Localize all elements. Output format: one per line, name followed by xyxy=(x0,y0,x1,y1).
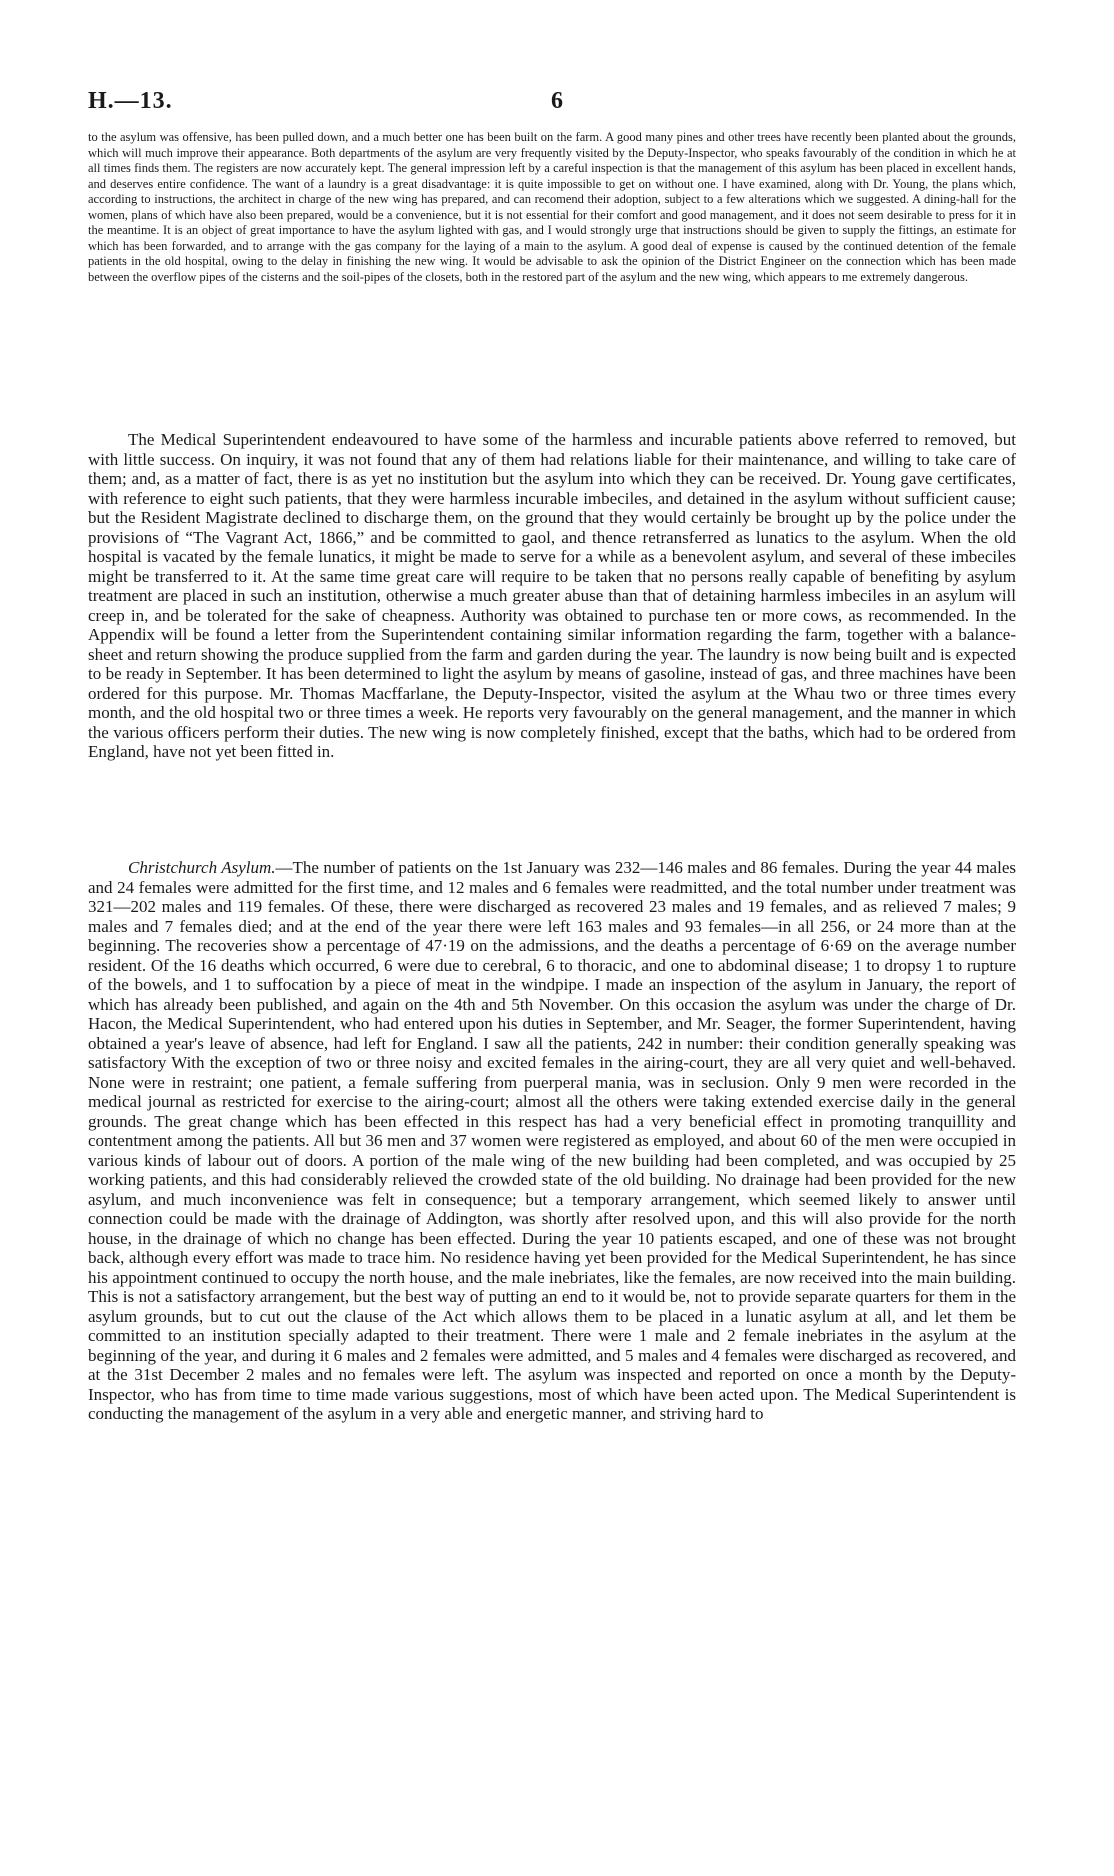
section-title-christchurch-asylum: Christchurch Asylum. xyxy=(128,858,276,877)
page-header xyxy=(88,88,1026,118)
body-paragraph-superintendent: The Medical Superintendent endeavoured to have some of the harmless and incurable patients above referred to removed, but with little success. On inquiry, it was not found that any of them had relations liable for their maintenance, and willing to take care of them; and, as a matter of fact, there is as yet no institution but the asylum into which they can be received. Dr. Young gave certificates, with reference to eight such patients, that they were harmless incurable imbeciles, and detained in the asylum without sufficient cause; but the Resident Magistrate declined to discharge them, on the ground that they would certainly be brought up by the police under the provisions of “The Vagrant Act, 1866,” and be committed to gaol, and thence retransferred as lunatics to the asylum. When the old hospital is vacated by the female lunatics, it might be made to serve for a while as a benevolent asylum, and several of these imbeciles might be transferred to it. At the same time great care will require to be taken that no persons really capable of benefiting by asylum treatment are placed in such an institution, otherwise a much greater abuse than that of detaining harmless imbeciles in an asylum will creep in, and be tolerated for the sake of cheapness. Authority was obtained to purchase ten or more cows, as recommended. In the Appendix will be found a letter from the Superintendent containing similar information regarding the farm, together with a balance-sheet and return showing the produce supplied from the farm and garden during the year. The laundry is now being built and is expected to be ready in September. It has been determined to light the asylum by means of gasoline, instead of gas, and three machines have been ordered for this purpose. Mr. Thomas Macffarlane, the Deputy-Inspector, visited the asylum at the Whau two or three times every month, and the old hospital two or three times a week. He reports very favourably on the general management, and the manner in which the various officers perform their duties. The new wing is now completely finished, except that the baths, which had to be ordered from England, have not yet been fitted in. xyxy=(88,430,1016,761)
document-reference: H.—13. xyxy=(88,88,173,114)
body-paragraph-christchurch xyxy=(88,858,1016,1424)
page-number: 6 xyxy=(551,88,563,114)
quoted-report-paragraph: to the asylum was offensive, has been pulled down, and a much better one has been built on the farm. A good many pines and other trees have recently been planted about the grounds, which will much improve their appearance. Both departments of the asylum are very frequently visited by the Deputy-Inspector, who speaks favourably of the condition in which he at all times finds them. The registers are now accurately kept. The general impression left by a careful inspection is that the management of this asylum has been placed in excellent hands, and deserves entire confidence. The want of a laundry is a great disadvantage: it is quite impossible to get on without one. I have examined, along with Dr. Young, the plans which, according to instructions, the architect in charge of the new wing has prepared, and can recomend their adoption, subject to a few alterations which we suggested. A dining-hall for the women, plans of which have also been prepared, would be a convenience, but it is not essential for their comfort and good management, and it does not seem desirable to press for it in the meantime. It is an object of great importance to have the asylum lighted with gas, and I would strongly urge that instructions should be given to supply the fittings, an estimate for which has been forwarded, and to arrange with the gas company for the laying of a main to the asylum. A good deal of expense is caused by the continued detention of the female patients in the old hospital, owing to the delay in finishing the new wing. It would be advisable to ask the opinion of the District Engineer on the connection which has been made between the overflow pipes of the cisterns and the soil-pipes of the closets, both in the restored part of the asylum and the new wing, which appears to me extremely dangerous. xyxy=(88,130,1016,284)
christchurch-paragraph-text: —The number of patients on the 1st January was 232—146 males and 86 females. During the year 44 males and 24 females were admitted for the first time, and 12 males and 6 females were readmitted, and the total number under treatment was 321—202 males and 119 females. Of these, there were discharged as recovered 23 males and 19 females, and as relieved 7 males; 9 males and 7 females died; and at the end of the year there were left 163 males and 93 females—in all 256, or 24 more than at the beginning. The recoveries show a percentage of 47·19 on the admissions, and the deaths a percentage of 6·69 on the average number resident. Of the 16 deaths which occurred, 6 were due to cerebral, 6 to thoracic, and one to abdominal disease; 1 to dropsy 1 to rupture of the bowels, and 1 to suffocation by a piece of meat in the windpipe. I made an inspection of the asylum in January, the report of which has already been published, and again on the 4th and 5th November. On this occasion the asylum was under the charge of Dr. Hacon, the Medical Superintendent, who had entered upon his duties in September, and Mr. Seager, the former Superintendent, having obtained a year's leave of absence, had left for England. I saw all the patients, 242 in number: their condition generally speaking was satisfactory With the exception of two or three noisy and excited females in the airing-court, they are all very quiet and well-behaved. None were in restraint; one patient, a female suffering from puerperal mania, was in seclusion. Only 9 men were recorded in the medical journal as restricted for exercise to the airing-court; almost all the others were taking extended exercise daily in the general grounds. The great change which has been effected in this respect has had a very beneficial effect in promoting tranquillity and contentment among the patients. All but 36 men and 37 women were registered as employed, and about 60 of the men were occupied in various kinds of labour out of doors. A portion of the male wing of the new building had been completed, and was occupied by 25 working patients, and this had considerably relieved the crowded state of the old building. No drainage had been provided for the new asylum, and much inconvenience was felt in consequence; but a temporary arrangement, which seemed likely to answer until connection could be made with the drainage of Addington, was shortly after resolved upon, and this will also provide for the north house, in the drainage of which no change has been effected. During the year 10 patients escaped, and one of these was not brought back, although every effort was made to trace him. No residence having yet been provided for the Medical Superintendent, he has since his appointment continued to occupy the north house, and the male inebriates, like the females, are now received into the main building. This is not a satisfactory arrangement, but the best way of putting an end to it would be, not to provide separate quarters for them in the asylum grounds, but to cut out the clause of the Act which allows them to be placed in a lunatic asylum at all, and let them be committed to an institution specially adapted to their treatment. There were 1 male and 2 female inebriates in the asylum at the beginning of the year, and during it 6 males and 2 females were admitted, and 5 males and 4 females were discharged as recovered, and at the 31st December 2 males and no females were left. The asylum was inspected and reported on once a month by the Deputy-Inspector, who has from time to time made various suggestions, most of which have been acted upon. The Medical Superintendent is conducting the management of the asylum in a very able and energetic manner, and striving hard to xyxy=(88,858,1016,1423)
